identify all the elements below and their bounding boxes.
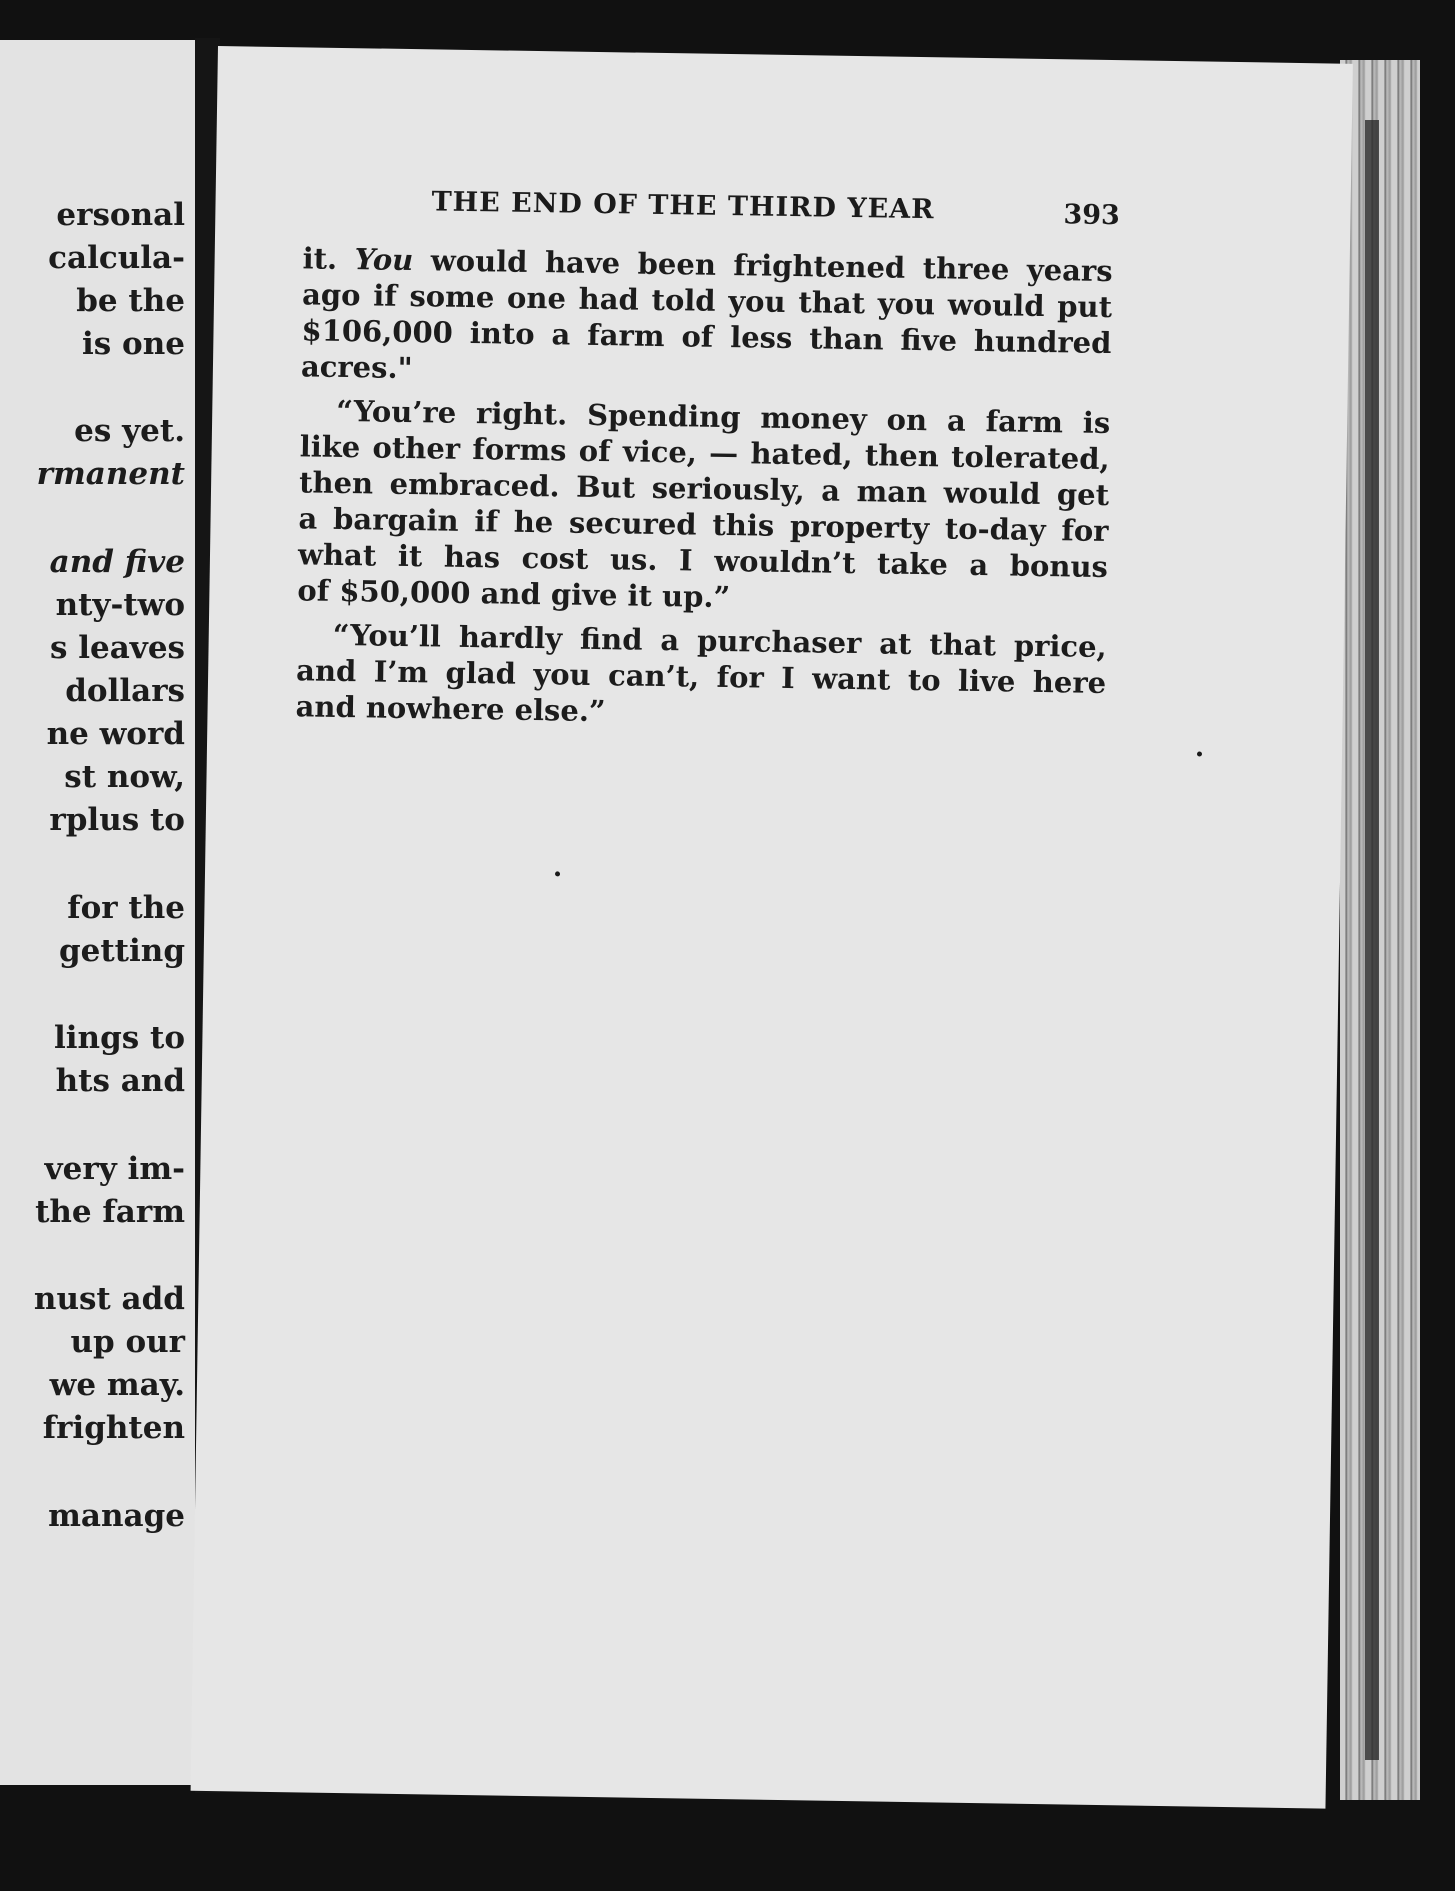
left-page-line: we may. <box>49 1367 185 1403</box>
left-page-line: frighten <box>42 1410 185 1446</box>
left-page-line: for the <box>67 890 185 926</box>
page-number: 393 <box>1063 199 1121 232</box>
left-page-line: up our <box>70 1324 185 1360</box>
left-page-line: very im- <box>44 1151 185 1187</box>
left-page-line: and five <box>49 544 185 580</box>
left-page-line: ne word <box>46 716 185 752</box>
text-line: what it has cost us. I wouldn’t take a bonus <box>297 537 1109 585</box>
left-page-line: rmanent <box>36 456 185 492</box>
ink-speck <box>1197 751 1202 756</box>
text-line: ago if some one had told you that you would put <box>301 277 1113 325</box>
left-page-line: calcula- <box>48 240 185 276</box>
left-page-line: dollars <box>65 673 185 709</box>
left-page-line: hts and <box>55 1063 185 1099</box>
page-edges <box>1340 60 1420 1800</box>
text-segment: it. <box>302 241 355 277</box>
right-page <box>191 46 1353 1809</box>
left-page-line: lings to <box>53 1020 185 1056</box>
text-line: like other forms of vice, — hated, then tolerated, <box>299 429 1110 477</box>
text-line: a bargain if he secured this property to-day for <box>298 501 1109 549</box>
text-segment: would have been frightened three years <box>413 243 1113 289</box>
text-line: then embraced. But seriously, a man would get <box>298 465 1110 513</box>
page-edge-shadow <box>1365 120 1379 1760</box>
left-page-line: be the <box>76 283 185 319</box>
emphasized-word: You <box>354 242 414 278</box>
body-text <box>295 240 1113 737</box>
running-head: THE END OF THE THIRD YEAR <box>431 186 935 226</box>
left-page-line: getting <box>58 933 185 969</box>
left-page-line: the farm <box>35 1194 185 1230</box>
left-page-line: nust add <box>33 1281 185 1317</box>
left-page-line: nty-two <box>55 587 185 623</box>
ink-speck <box>555 871 560 876</box>
text-line: and nowhere else.” <box>295 689 606 729</box>
left-facing-page <box>0 40 195 1785</box>
text-line: acres." <box>300 349 413 386</box>
left-page-line: ersonal <box>56 197 185 233</box>
text-line: “You’re right. Spending money on a farm is <box>336 393 1111 441</box>
text-line: $106,000 into a farm of less than five hundred <box>301 313 1112 361</box>
text-line: of $50,000 and give it up.” <box>297 573 731 615</box>
left-page-line: es yet. <box>74 413 185 449</box>
text-line: “You’ll hardly find a purchaser at that price, <box>332 617 1107 665</box>
left-page-line: rplus to <box>49 802 185 838</box>
left-page-line: is one <box>82 326 185 362</box>
left-page-line: manage <box>48 1498 185 1534</box>
text-line: and I’m glad you can’t, for I want to live here <box>295 653 1107 701</box>
left-page-line: s leaves <box>49 630 185 666</box>
left-page-line: st now, <box>64 759 185 795</box>
